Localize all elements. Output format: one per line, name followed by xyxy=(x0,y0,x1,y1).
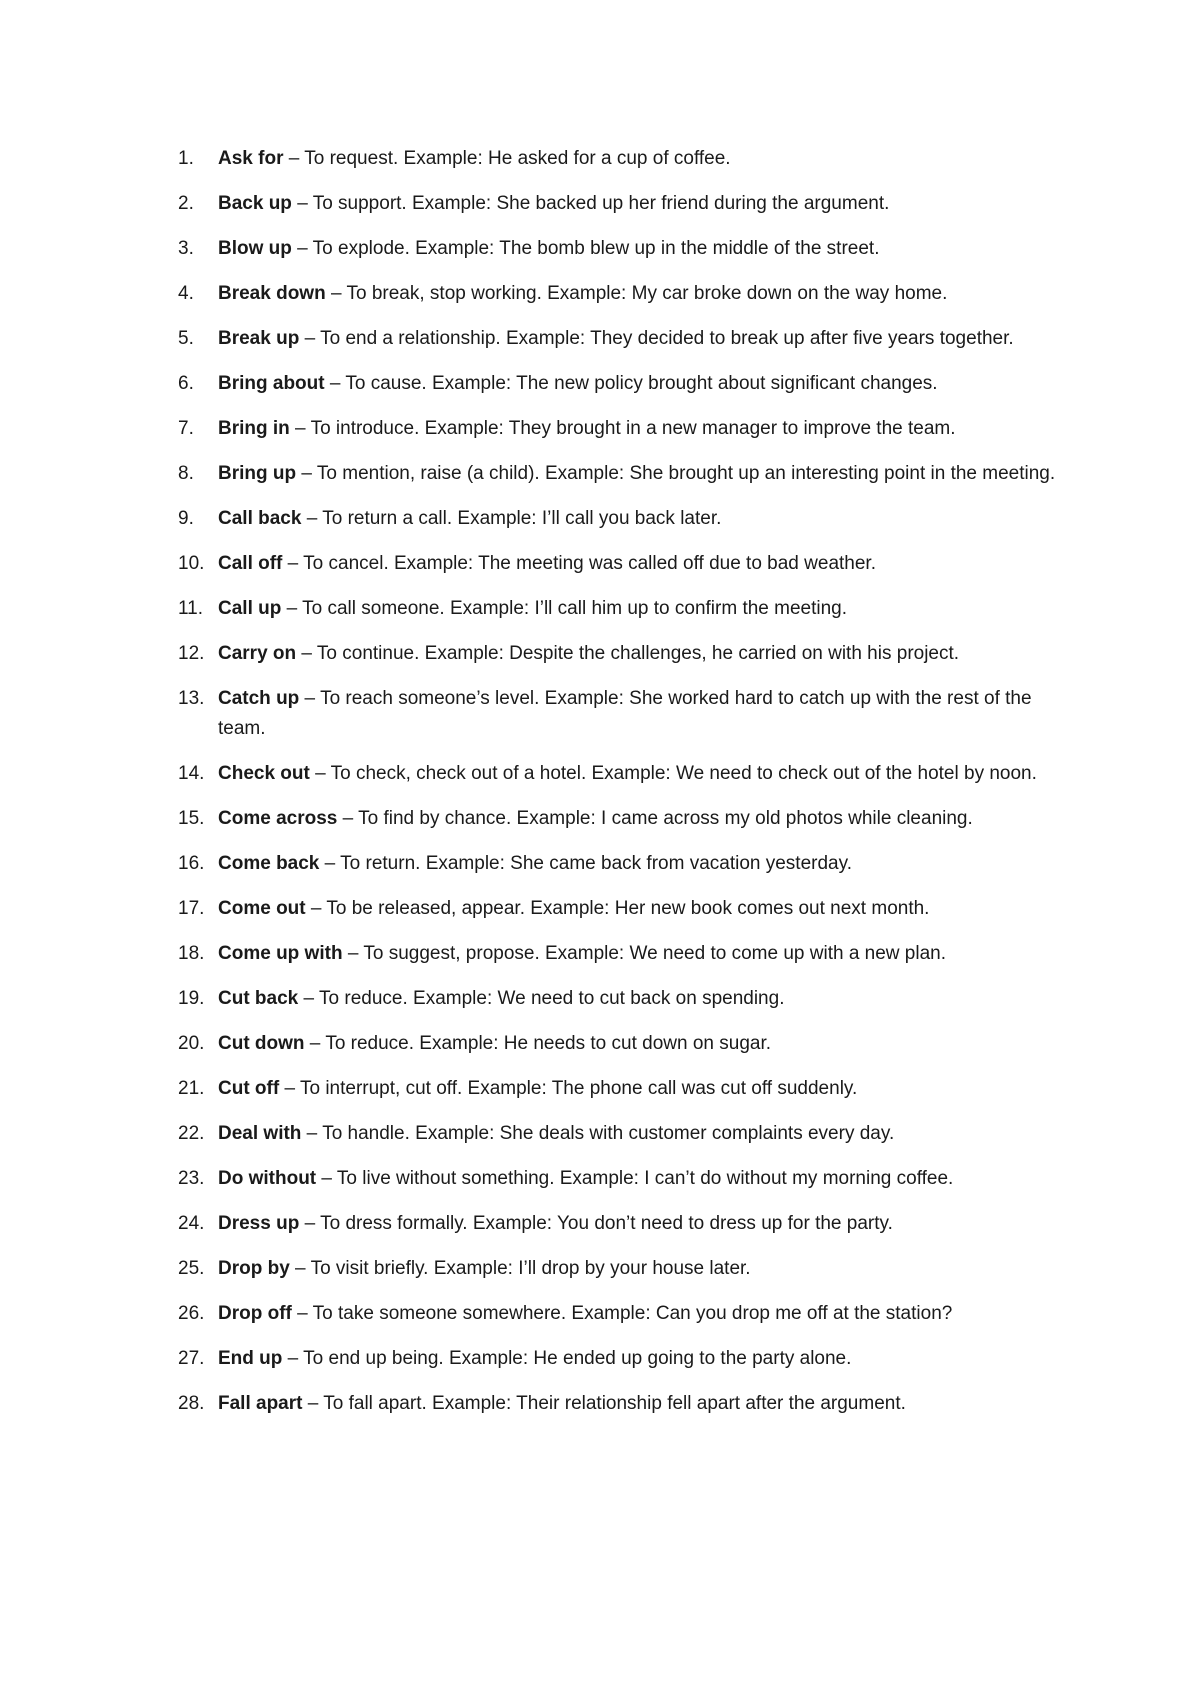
list-item xyxy=(178,849,1058,879)
list-item xyxy=(178,369,1058,399)
item-number: 18. xyxy=(178,942,205,964)
list-item xyxy=(178,144,1058,174)
item-term: Bring about xyxy=(218,373,325,394)
item-definition: – To take someone somewhere. Example: Can you drop me off at the station? xyxy=(291,1302,953,1324)
list-item xyxy=(178,894,1058,924)
item-number: 13. xyxy=(178,688,205,709)
item-term: Drop by xyxy=(218,1257,290,1279)
item-definition: – To reduce. Example: We need to cut back on spending. xyxy=(298,987,785,1009)
item-definition: – To suggest, propose. Example: We need to come up with a new plan. xyxy=(342,942,946,964)
item-definition: – To return a call. Example: I’ll call you back later. xyxy=(301,508,722,529)
item-definition: – To explode. Example: The bomb blew up in the middle of the street. xyxy=(291,238,880,259)
item-definition: – To break, stop working. Example: My car broke down on the way home. xyxy=(325,283,948,304)
list-item xyxy=(178,594,1058,624)
item-number: 17. xyxy=(178,897,205,919)
list-item xyxy=(178,1344,1058,1374)
item-number: 25. xyxy=(178,1257,205,1279)
list-item xyxy=(178,549,1058,579)
list-item xyxy=(178,1119,1058,1149)
list-item xyxy=(178,459,1058,489)
item-term: Blow up xyxy=(218,238,292,259)
item-number: 21. xyxy=(178,1077,205,1099)
item-number: 24. xyxy=(178,1212,205,1234)
list-item xyxy=(178,504,1058,534)
item-term: Drop off xyxy=(218,1302,292,1324)
item-definition: – To end up being. Example: He ended up going to the party alone. xyxy=(282,1347,852,1369)
list-item xyxy=(178,939,1058,969)
item-number: 9. xyxy=(178,508,194,529)
item-term: Catch up xyxy=(218,688,300,709)
item-number: 26. xyxy=(178,1302,205,1324)
item-term: Fall apart xyxy=(218,1392,303,1414)
item-definition: – To live without something. Example: I can’t do without my morning coffee. xyxy=(316,1167,954,1189)
item-number: 16. xyxy=(178,852,205,874)
item-term: Deal with xyxy=(218,1122,302,1144)
list-item xyxy=(178,414,1058,444)
item-number: 10. xyxy=(178,553,205,574)
item-number: 3. xyxy=(178,238,194,259)
item-definition: – To mention, raise (a child). Example: She brought up an interesting point in the meeting. xyxy=(296,463,1056,484)
item-definition: – To introduce. Example: They brought in a new manager to improve the team. xyxy=(289,418,956,439)
item-number: 1. xyxy=(178,148,194,169)
list-item xyxy=(178,1209,1058,1239)
item-term: Come across xyxy=(218,807,338,829)
item-term: Come back xyxy=(218,852,320,874)
item-number: 19. xyxy=(178,987,205,1009)
item-number: 12. xyxy=(178,643,205,664)
item-term: Do without xyxy=(218,1167,317,1189)
item-number: 7. xyxy=(178,418,194,439)
list-item xyxy=(178,1164,1058,1194)
item-definition: – To call someone. Example: I’ll call him up to confirm the meeting. xyxy=(281,598,848,619)
item-definition: – To return. Example: She came back from vacation yesterday. xyxy=(319,852,852,874)
item-term: Check out xyxy=(218,762,310,784)
list-item xyxy=(178,1254,1058,1284)
list-item xyxy=(178,639,1058,669)
item-number: 8. xyxy=(178,463,194,484)
list-item xyxy=(178,1074,1058,1104)
item-number: 20. xyxy=(178,1032,205,1054)
list-item xyxy=(178,1029,1058,1059)
item-definition: – To visit briefly. Example: I’ll drop by your house later. xyxy=(289,1257,751,1279)
phrasal-verb-list xyxy=(178,144,1058,1434)
item-term: Cut back xyxy=(218,987,299,1009)
item-term: Ask for xyxy=(218,148,284,169)
item-number: 23. xyxy=(178,1167,205,1189)
item-number: 5. xyxy=(178,328,194,349)
item-definition: – To be released, appear. Example: Her new book comes out next month. xyxy=(305,897,930,919)
list-item xyxy=(178,984,1058,1014)
list-item xyxy=(178,324,1058,354)
item-definition: – To dress formally. Example: You don’t need to dress up for the party. xyxy=(299,1212,893,1234)
item-definition: – To reduce. Example: He needs to cut down on sugar. xyxy=(304,1032,772,1054)
item-term: Break up xyxy=(218,328,300,349)
item-term: Back up xyxy=(218,193,292,214)
item-definition: – To handle. Example: She deals with customer complaints every day. xyxy=(301,1122,895,1144)
item-term: Come out xyxy=(218,897,306,919)
item-term: Call back xyxy=(218,508,302,529)
item-term: Cut down xyxy=(218,1032,305,1054)
item-definition: – To end a relationship. Example: They decided to break up after five years together. xyxy=(299,328,1014,349)
list-item xyxy=(178,1389,1058,1419)
list-item xyxy=(178,1299,1058,1329)
list-item xyxy=(178,684,1058,743)
item-number: 4. xyxy=(178,283,194,304)
item-term: Bring up xyxy=(218,463,297,484)
item-number: 14. xyxy=(178,762,205,784)
item-number: 28. xyxy=(178,1392,205,1414)
item-number: 15. xyxy=(178,807,205,829)
item-term: Dress up xyxy=(218,1212,300,1234)
list-item xyxy=(178,804,1058,834)
item-number: 22. xyxy=(178,1122,205,1144)
item-definition: – To check, check out of a hotel. Example: We need to check out of the hotel by noon. xyxy=(309,762,1037,784)
item-term: Break down xyxy=(218,283,326,304)
item-term: Come up with xyxy=(218,942,343,964)
item-term: Bring in xyxy=(218,418,290,439)
item-number: 2. xyxy=(178,193,194,214)
item-definition: – To fall apart. Example: Their relationship fell apart after the argument. xyxy=(302,1392,906,1414)
item-term: Carry on xyxy=(218,643,297,664)
list-item xyxy=(178,279,1058,309)
item-definition: – To support. Example: She backed up her friend during the argument. xyxy=(291,193,890,214)
item-term: Call off xyxy=(218,553,283,574)
list-item xyxy=(178,189,1058,219)
item-definition: – To find by chance. Example: I came across my old photos while cleaning. xyxy=(337,807,973,829)
item-definition: – To interrupt, cut off. Example: The phone call was cut off suddenly. xyxy=(279,1077,858,1099)
item-definition: – To request. Example: He asked for a cup of coffee. xyxy=(283,148,731,169)
item-number: 11. xyxy=(178,598,204,619)
list-item xyxy=(178,759,1058,789)
item-definition: – To cancel. Example: The meeting was called off due to bad weather. xyxy=(282,553,876,574)
item-term: Call up xyxy=(218,598,282,619)
item-definition: – To reach someone’s level. Example: She worked hard to catch up with the rest of the team. xyxy=(218,688,1032,739)
item-term: Cut off xyxy=(218,1077,280,1099)
item-number: 6. xyxy=(178,373,194,394)
list-item xyxy=(178,234,1058,264)
item-definition: – To continue. Example: Despite the challenges, he carried on with his project. xyxy=(296,643,960,664)
item-definition: – To cause. Example: The new policy brought about significant changes. xyxy=(324,373,938,394)
item-number: 27. xyxy=(178,1347,205,1369)
item-term: End up xyxy=(218,1347,283,1369)
